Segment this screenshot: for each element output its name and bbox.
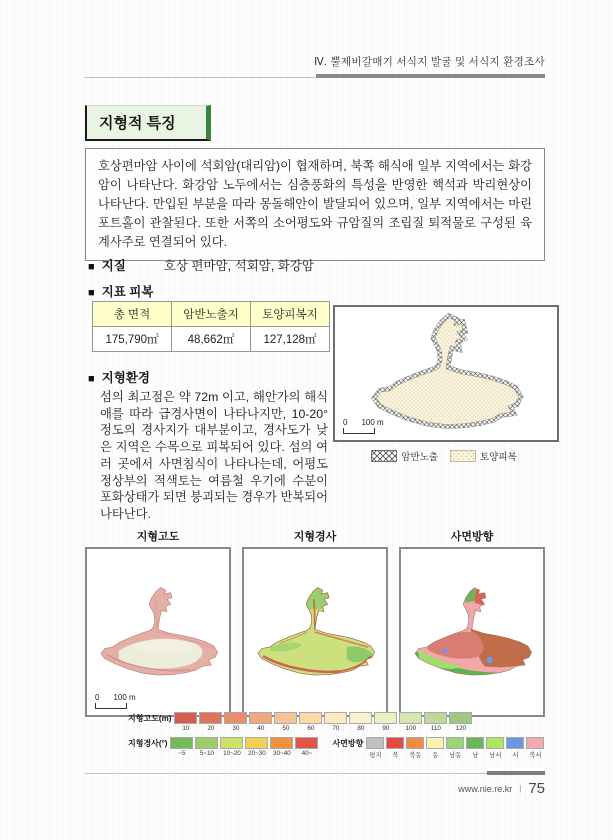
- scale-bar: [95, 703, 127, 709]
- legend-tick-label: 110: [430, 725, 441, 732]
- elevation-map-island: [87, 549, 229, 715]
- scale-zero: 0: [343, 418, 348, 427]
- cover-map-legend: [333, 449, 555, 463]
- legend-item: [486, 737, 504, 759]
- legend-item: [324, 712, 347, 732]
- header-rule-thick: [316, 74, 545, 78]
- thematic-maps-row: [85, 528, 545, 717]
- legend-item: [349, 712, 372, 732]
- aspect-legend-group: [332, 737, 546, 759]
- legend-item: [424, 712, 447, 732]
- cover-label: 지표 피복: [101, 285, 154, 299]
- footer-rule-thick: [487, 771, 545, 775]
- cover-area-table: [92, 301, 330, 352]
- legend-item: [170, 737, 193, 757]
- legend-item: [386, 737, 404, 759]
- legend-item: [299, 712, 322, 732]
- legend-item: [366, 737, 384, 759]
- dots-swatch-icon: [450, 450, 476, 462]
- legend-item: [245, 737, 268, 757]
- legend-color-swatch: [270, 737, 293, 749]
- legend-item: [449, 712, 472, 732]
- aspect-map-island: [401, 549, 543, 715]
- legend-color-swatch: [366, 737, 384, 749]
- legend-color-swatch: [374, 712, 397, 724]
- scale-dist: 100 m: [361, 418, 384, 427]
- legend-tick-label: 10: [182, 725, 190, 732]
- legend-tick-label: 70: [332, 725, 340, 732]
- legend-item: [295, 737, 318, 757]
- cover-map: [333, 305, 559, 442]
- legend-tick-label: 북동: [409, 752, 422, 759]
- legend-color-swatch: [224, 712, 247, 724]
- legend-tick-label: 60: [307, 725, 315, 732]
- table-value-row: [93, 327, 330, 352]
- legend-item: [506, 737, 524, 759]
- scale-bar: [343, 428, 375, 434]
- elevation-map-col: [85, 528, 231, 717]
- legend-tick-label: 40~: [301, 750, 313, 757]
- legend-tick-label: 북: [392, 752, 399, 759]
- elevation-legend-swatches: [174, 712, 474, 732]
- legend-color-swatch: [399, 712, 422, 724]
- legend-color-swatch: [526, 737, 544, 749]
- legend-color-swatch: [406, 737, 424, 749]
- intro-paragraph: 호상편마암 사이에 석회암(대리암)이 협재하며, 북쪽 해식애 일부 지역에서는 화강암이 나타난다. 화강암 노두에서는 심층풍화의 특성을 반영한 핵석과 박리현상이 나타난다. 만입된 부분을 따라 몽돌해안이 발달되어 있으며, 일부 지역에서는 마린포트홀이 관찰된다. 또한 서쪽의 소어평도와 규암질의 조립질 퇴적물로 구성된 육계사주로 연결되어 있다.: [85, 148, 545, 261]
- legend-color-swatch: [506, 737, 524, 749]
- terrain-row: [88, 368, 150, 386]
- legend-color-swatch: [424, 712, 447, 724]
- legend-color-swatch: [466, 737, 484, 749]
- legend-item: [199, 712, 222, 732]
- legend-item: [195, 737, 218, 757]
- aspect-map-col: [399, 528, 545, 717]
- legend-item: [406, 737, 424, 759]
- legend-item: [466, 737, 484, 759]
- chapter-header: Ⅳ. 뿔제비갈매기 서식지 발굴 및 서식지 환경조사: [314, 56, 545, 68]
- elevation-map-scalebar: [95, 693, 136, 709]
- elevation-legend-label: 지형고도(m): [128, 714, 172, 723]
- legend-tick-label: 80: [357, 725, 365, 732]
- legend-color-swatch: [426, 737, 444, 749]
- legend-color-swatch: [220, 737, 243, 749]
- table-header-cell: 총 면적: [93, 302, 172, 327]
- page-number: 75: [528, 780, 545, 797]
- legend-color-swatch: [324, 712, 347, 724]
- footer-divider: |: [519, 784, 522, 793]
- legend-tick-label: 서: [512, 752, 519, 759]
- legend-item-rock: [371, 449, 438, 463]
- legend-tick-label: 20~30: [248, 750, 266, 757]
- legend-color-swatch: [174, 712, 197, 724]
- legend-tick-label: 5~10: [199, 750, 215, 757]
- slope-map-col: [242, 528, 388, 717]
- footer: [458, 780, 545, 797]
- legend-item: [174, 712, 197, 732]
- geology-value: 호상 편마암, 석회암, 화강암: [163, 259, 315, 273]
- geology-label: 지질: [101, 259, 126, 273]
- legend-color-swatch: [245, 737, 268, 749]
- legend-color-swatch: [295, 737, 318, 749]
- cover-row: [88, 282, 153, 300]
- geology-label-wrap: [88, 256, 126, 274]
- slope-aspect-legend-row: [128, 737, 553, 759]
- slope-legend-label: 지형경사(°): [128, 739, 168, 748]
- geology-row: [88, 256, 314, 274]
- legend-color-swatch: [274, 712, 297, 724]
- legend-color-swatch: [249, 712, 272, 724]
- legend-tick-label: 10~20: [223, 750, 241, 757]
- map-color-legends: [128, 712, 553, 764]
- legend-color-swatch: [195, 737, 218, 749]
- legend-item: [526, 737, 544, 759]
- table-header-cell: 암반노출지: [172, 302, 251, 327]
- aspect-legend-swatches: [366, 737, 546, 759]
- legend-rock-label: 암반노출: [401, 452, 438, 463]
- footer-url: www.nie.re.kr: [458, 783, 513, 794]
- legend-tick-label: 100: [405, 725, 417, 732]
- elevation-map: [85, 547, 231, 717]
- table-header-row: [93, 302, 330, 327]
- slope-legend-swatches: [170, 737, 320, 757]
- slope-map-island: [244, 549, 386, 715]
- legend-item: [224, 712, 247, 732]
- legend-tick-label: 동: [432, 752, 439, 759]
- legend-tick-label: 50: [282, 725, 290, 732]
- legend-item: [270, 737, 293, 757]
- table-value-cell: 175,790㎡: [93, 327, 172, 352]
- legend-item: [446, 737, 464, 759]
- crosshatch-swatch-icon: [371, 450, 397, 462]
- legend-tick-label: 90: [382, 725, 390, 732]
- legend-tick-label: 120: [455, 725, 467, 732]
- legend-tick-label: 남동: [449, 752, 462, 759]
- aspect-map: [399, 547, 545, 717]
- terrain-label-wrap: [88, 368, 150, 386]
- legend-color-swatch: [386, 737, 404, 749]
- square-bullet-icon: ■: [88, 373, 95, 385]
- square-bullet-icon: ■: [88, 261, 95, 273]
- legend-tick-label: 북서: [529, 752, 542, 759]
- legend-item-soil: [450, 449, 517, 463]
- section-title: 지형적 특징: [85, 105, 211, 141]
- cover-map-scalebar: [343, 418, 384, 434]
- footer-rule-thin: [85, 773, 545, 774]
- legend-item: [249, 712, 272, 732]
- legend-tick-label: 30~40: [273, 750, 291, 757]
- scale-zero: 0: [95, 693, 100, 702]
- table-header-cell: 토양피복지: [251, 302, 330, 327]
- legend-tick-label: 20: [207, 725, 215, 732]
- legend-soil-label: 토양피복: [480, 452, 517, 463]
- table-value-cell: 127,128㎡: [251, 327, 330, 352]
- legend-color-swatch: [170, 737, 193, 749]
- slope-map-title: 지형경사: [293, 531, 337, 543]
- terrain-paragraph: 섬의 최고점은 약 72m 이고, 해안가의 해식애를 따라 급경사면이 나타나지만, 10-20° 정도의 경사지가 대부분이고, 경사도가 낮은 지역은 수목으로 피복되어 있다. 섬의 여러 곳에서 사면침식이 나타나는데, 어평도 정상부의 적색토는 여름철 우기에 수분이 포화상태가 되면 붕괴되는 경우가 반복되어 나타난다.: [100, 390, 328, 522]
- legend-tick-label: 40: [257, 725, 265, 732]
- elevation-legend-row: [128, 712, 553, 732]
- legend-tick-label: ~5: [178, 750, 186, 757]
- square-bullet-icon: ■: [88, 287, 95, 299]
- legend-color-swatch: [199, 712, 222, 724]
- legend-item: [399, 712, 422, 732]
- scale-dist: 100 m: [113, 693, 136, 702]
- legend-item: [426, 737, 444, 759]
- legend-tick-label: 30: [232, 725, 240, 732]
- legend-item: [374, 712, 397, 732]
- slope-map: [242, 547, 388, 717]
- legend-tick-label: 남: [472, 752, 479, 759]
- cover-label-wrap: [88, 282, 153, 300]
- legend-tick-label: 남서: [489, 752, 502, 759]
- legend-item: [274, 712, 297, 732]
- legend-color-swatch: [446, 737, 464, 749]
- aspect-map-title: 사면방향: [450, 531, 494, 543]
- legend-item: [220, 737, 243, 757]
- table-value-cell: 48,662㎡: [172, 327, 251, 352]
- header-rule-thin: [84, 77, 316, 78]
- legend-color-swatch: [486, 737, 504, 749]
- terrain-label: 지형환경: [101, 371, 150, 385]
- legend-color-swatch: [449, 712, 472, 724]
- elevation-map-title: 지형고도: [136, 531, 180, 543]
- aspect-legend-label: 사면방향: [332, 739, 364, 748]
- legend-color-swatch: [299, 712, 322, 724]
- legend-tick-label: 평지: [369, 752, 382, 759]
- legend-color-swatch: [349, 712, 372, 724]
